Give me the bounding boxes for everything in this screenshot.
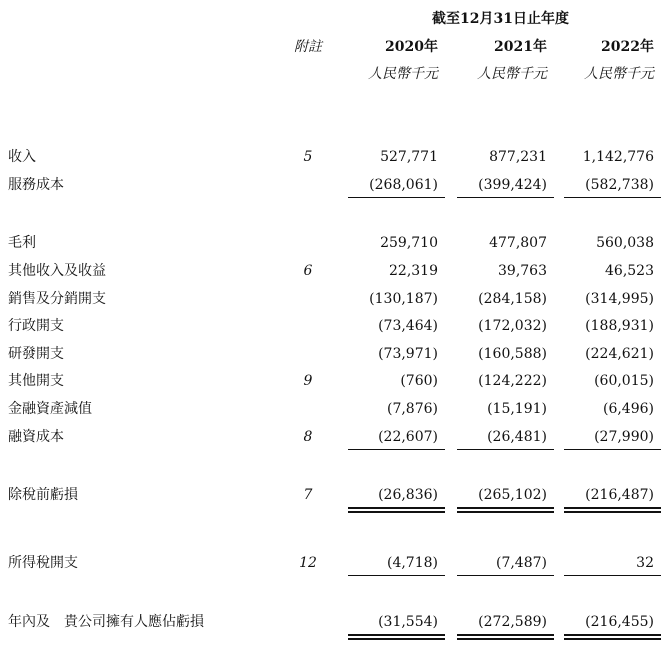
- row-value-2020: 259,710: [380, 235, 438, 251]
- row-value-2022: 46,523: [605, 263, 654, 279]
- row-label: 年內及 貴公司擁有人應佔虧損: [8, 614, 204, 630]
- subtotal-rule-2022: [564, 575, 661, 576]
- row-value-2022: (314,995): [585, 291, 654, 307]
- row-value-2022: (60,015): [594, 373, 654, 389]
- row-value-2021: (124,222): [478, 373, 547, 389]
- row-note: 6: [303, 263, 313, 279]
- unit-label-2021: 人民幣千元: [477, 66, 547, 82]
- unit-label-2022: 人民幣千元: [584, 66, 654, 82]
- subtotal-rule-2022: [564, 449, 661, 450]
- row-label: 毛利: [8, 235, 36, 251]
- row-value-2021: (26,481): [487, 429, 547, 445]
- subtotal-rule-2021: [457, 575, 554, 576]
- row-value-2022: 1,142,776: [582, 149, 654, 165]
- row-value-2022: (216,487): [585, 487, 654, 503]
- row-value-2021: 477,807: [489, 235, 547, 251]
- row-value-2021: (172,032): [478, 318, 547, 334]
- row-note: 9: [303, 373, 313, 389]
- total-double-rule-2022: [564, 507, 661, 513]
- row-value-2021: (272,589): [478, 614, 547, 630]
- row-value-2021: (265,102): [478, 487, 547, 503]
- subtotal-rule-2022: [564, 197, 661, 198]
- year-heading-2022: 2022年: [601, 39, 654, 55]
- year-heading-2021: 2021年: [494, 39, 547, 55]
- row-label: 其他開支: [8, 373, 64, 389]
- row-label: 銷售及分銷開支: [8, 291, 106, 307]
- row-label: 金融資產減值: [8, 401, 92, 417]
- row-label: 所得稅開支: [8, 555, 78, 571]
- row-value-2020: (26,836): [378, 487, 438, 503]
- row-label: 行政開支: [8, 318, 64, 334]
- unit-label-2020: 人民幣千元: [368, 66, 438, 82]
- row-label: 除稅前虧損: [8, 487, 78, 503]
- year-heading-2020: 2020年: [385, 39, 438, 55]
- row-value-2021: (15,191): [487, 401, 547, 417]
- total-double-rule-2021: [457, 634, 554, 640]
- row-label: 服務成本: [8, 177, 64, 193]
- row-value-2022: (216,455): [585, 614, 654, 630]
- row-note: 8: [303, 429, 313, 445]
- total-double-rule-2022: [564, 634, 661, 640]
- subtotal-rule-2020: [348, 575, 445, 576]
- row-value-2021: 39,763: [498, 263, 547, 279]
- total-double-rule-2021: [457, 507, 554, 513]
- row-label: 收入: [8, 149, 36, 165]
- row-value-2022: (224,621): [585, 346, 654, 362]
- subtotal-rule-2021: [457, 197, 554, 198]
- row-label: 其他收入及收益: [8, 263, 106, 279]
- row-value-2020: (760): [400, 373, 438, 389]
- row-value-2020: (73,971): [378, 346, 438, 362]
- row-value-2021: (160,588): [478, 346, 547, 362]
- row-value-2020: (31,554): [378, 614, 438, 630]
- row-value-2021: (284,158): [478, 291, 547, 307]
- row-value-2020: (4,718): [386, 555, 438, 571]
- subtotal-rule-2020: [348, 449, 445, 450]
- row-value-2022: (582,738): [585, 177, 654, 193]
- row-value-2021: 877,231: [489, 149, 547, 165]
- row-value-2020: (73,464): [378, 318, 438, 334]
- row-value-2020: 22,319: [389, 263, 438, 279]
- total-double-rule-2020: [348, 634, 445, 640]
- row-label: 研發開支: [8, 346, 64, 362]
- note-column-heading: 附註: [294, 39, 322, 55]
- row-value-2021: (7,487): [495, 555, 547, 571]
- row-value-2022: 560,038: [596, 235, 654, 251]
- subtotal-rule-2021: [457, 449, 554, 450]
- row-value-2022: (27,990): [594, 429, 654, 445]
- row-value-2020: (268,061): [369, 177, 438, 193]
- row-label: 融資成本: [8, 429, 64, 445]
- row-value-2020: (7,876): [386, 401, 438, 417]
- row-note: 5: [303, 149, 313, 165]
- total-double-rule-2020: [348, 507, 445, 513]
- row-note: 7: [303, 487, 313, 503]
- period-heading: 截至12月31日止年度: [432, 11, 569, 27]
- row-value-2020: (22,607): [378, 429, 438, 445]
- row-value-2021: (399,424): [478, 177, 547, 193]
- row-note: 12: [299, 555, 317, 571]
- subtotal-rule-2020: [348, 197, 445, 198]
- row-value-2022: (188,931): [585, 318, 654, 334]
- row-value-2020: 527,771: [380, 149, 438, 165]
- row-value-2022: (6,496): [602, 401, 654, 417]
- row-value-2020: (130,187): [369, 291, 438, 307]
- row-value-2022: 32: [636, 555, 654, 571]
